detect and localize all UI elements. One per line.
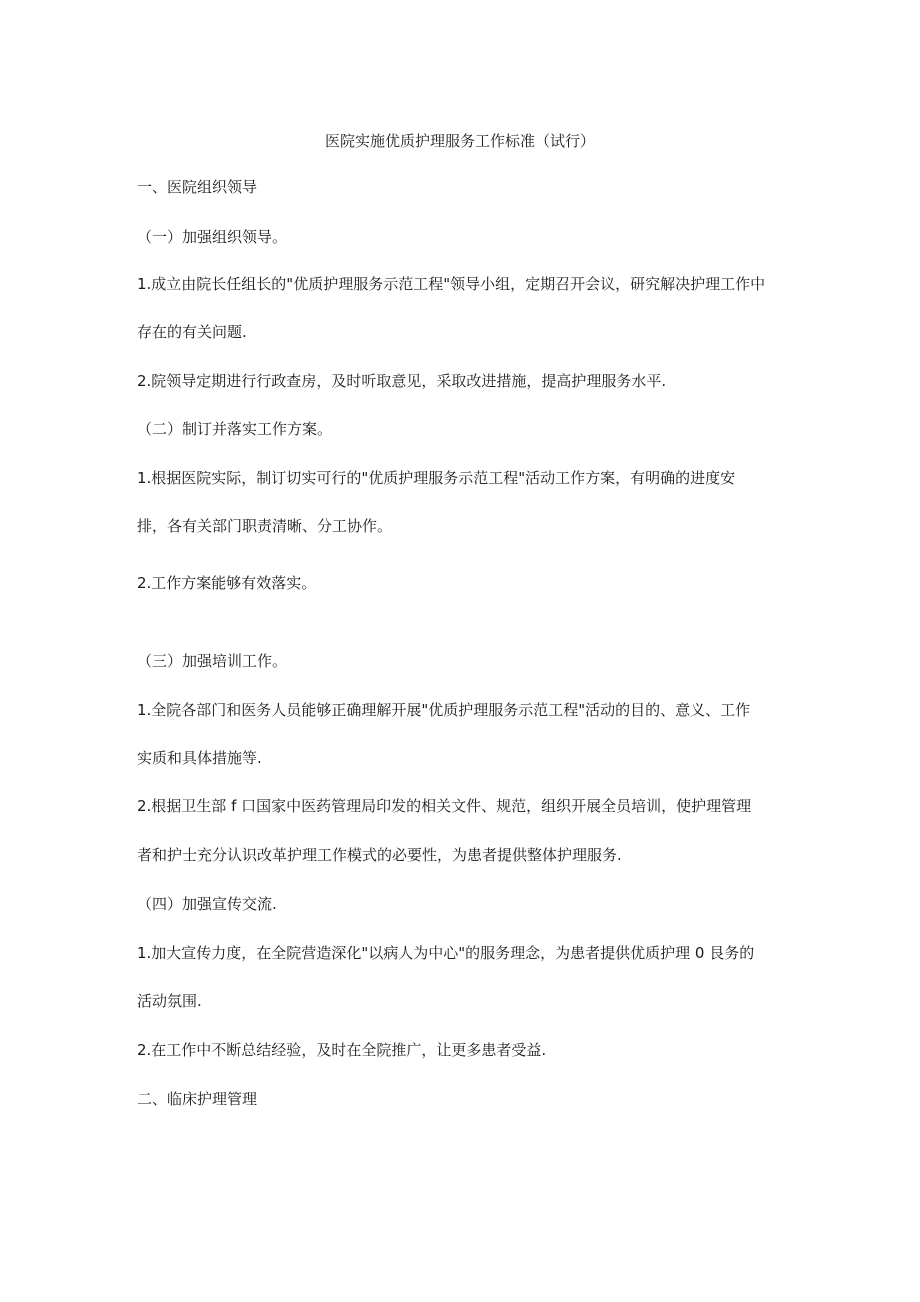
paragraph-line: 排，各有关部门职责清晰、分工协作。 [137,517,393,535]
paragraph-line: 2.工作方案能够有效落实。 [137,574,317,592]
subsection-heading-2: （二）制订并落实工作方案。 [137,420,333,438]
paragraph-line: 实质和具体措施等. [137,749,262,767]
paragraph-line: 1.全院各部门和医务人员能够正确理解开展"优质护理服务示范工程"活动的目的、意义、工作 [137,701,751,719]
paragraph-line: 2.在工作中不断总结经验，及时在全院推广，让更多患者受益. [137,1041,547,1059]
paragraph-line: 1.成立由院长任组长的"优质护理服务示范工程"领导小组，定期召开会议，研究解决护理工作中 [137,275,766,293]
paragraph-line: 活动氛围. [137,992,202,1010]
paragraph-line: 2.院领导定期进行行政查房，及时听取意见，采取改进措施，提高护理服务水平. [137,372,667,390]
subsection-heading-4: （四）加强宣传交流. [137,895,277,913]
paragraph-line: 1.加大宣传力度，在全院营造深化"以病人为中心"的服务理念，为患者提供优质护理 0 艮务的 [137,944,755,962]
paragraph-line: 1.根据医院实际，制订切实可行的"优质护理服务示范工程"活动工作方案，有明确的进度安 [137,469,736,487]
paragraph-line: 者和护士充分认识改革护理工作模式的必要性，为患者提供整体护理服务. [137,846,622,864]
section-heading-2: 二、临床护理管理 [137,1090,258,1108]
subsection-heading-3: （三）加强培训工作。 [137,652,288,670]
document-title: 医院实施优质护理服务工作标准（试行） [324,132,595,150]
paragraph-line: 存在的有关问题. [137,323,247,341]
paragraph-line: 2.根据卫生部 f 口国家中医药管理局印发的相关文件、规范，组织开展全员培训，使护理管理 [137,797,752,815]
section-heading-1: 一、医院组织领导 [137,178,258,196]
subsection-heading-1: （一）加强组织领导。 [137,228,288,246]
